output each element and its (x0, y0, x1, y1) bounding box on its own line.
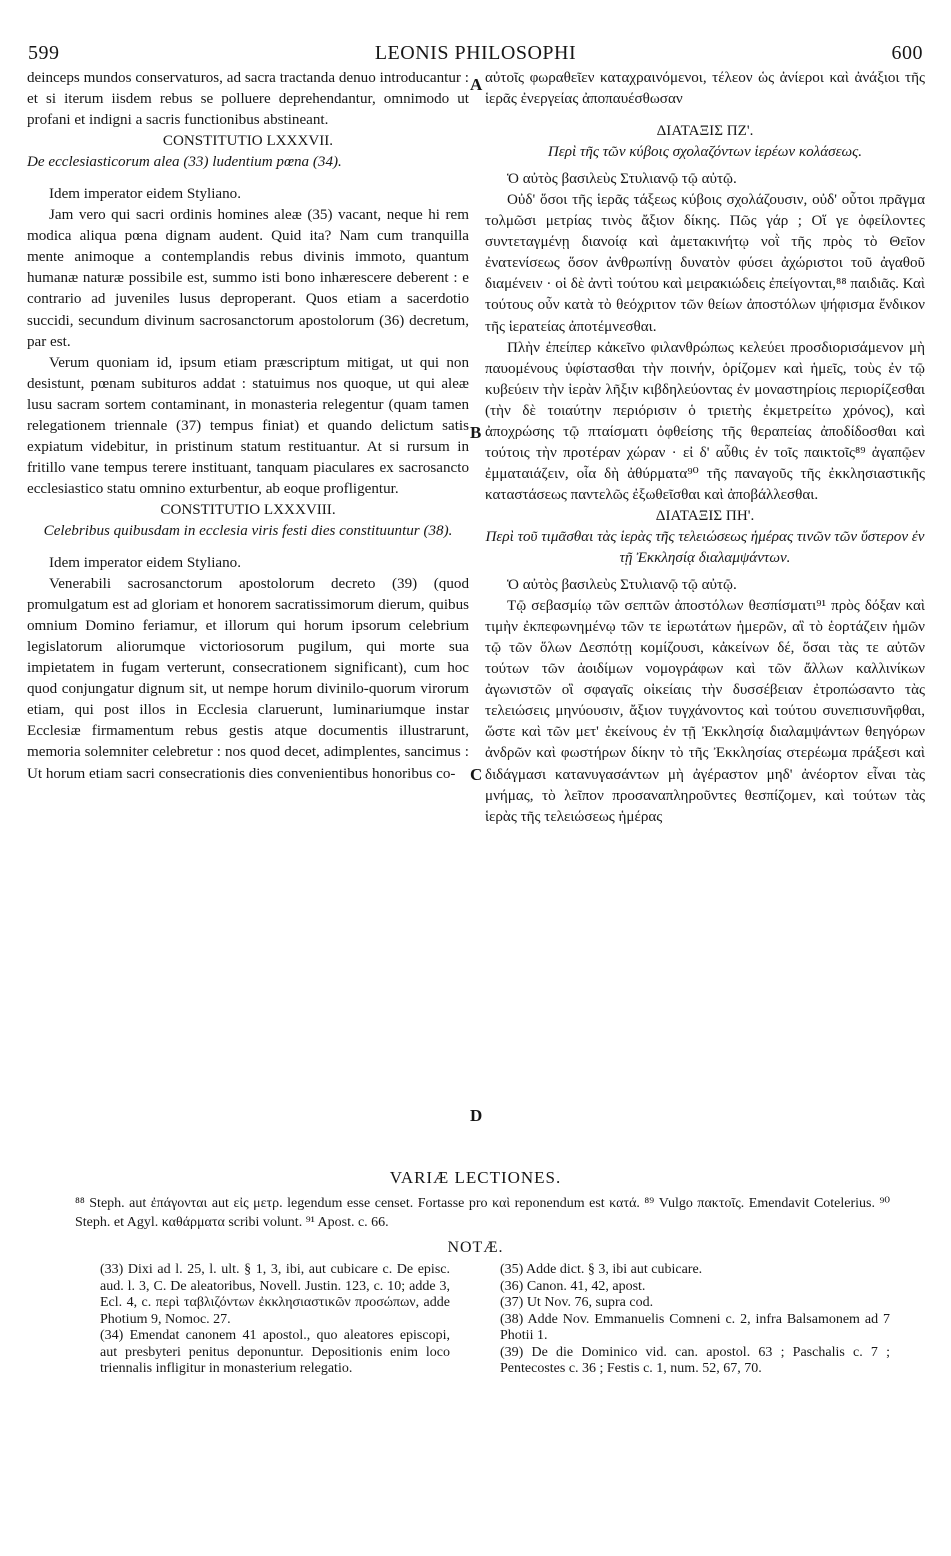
diataxis-88-address: Ὁ αὐτὸς βασιλεὺς Στυλιανῷ τῷ αὐτῷ. (507, 577, 737, 594)
constitution-87-paragraph-2: Verum quoniam id, ipsum etiam præscriptum mitigat, ut qui non desistunt, pœnam subituros addat : statuimus nos quoque, ut qui aleæ lusu sacram sortem contaminant, in monasteria relegentur (quam tamen relegationem triennale (37) tempus finiat) et quando delictum satis expiatum videbitur, in pristinum statum restituantur. At si rursum in fritillo vane tempus terere instituant, tanquam piaculares ex sacrosancto ecclesiastico statu omnino exturbentur, ab eoque profligentur. (27, 354, 469, 497)
note-33: (33) Dixi ad l. 25, l. ult. § 1, 3, ibi, aut cubicare c. De episc. aud. l. 3, C. De aleatoribus, Novell. Justin. 123, c. 10; adde 3, Ecl. 4, c. περὶ ταβλιζόντων ἐκκλησιαστικῶν προσώπων, adde Photium 9, Nomoc. 27. (100, 1262, 450, 1327)
note-38: (38) Adde Nov. Emmanuelis Comneni c. 2, infra Balsamonem ad 7 Photii 1. (500, 1311, 890, 1343)
greek-column (485, 68, 925, 828)
margin-mark-d: D (470, 1106, 483, 1125)
constitution-88-title: CONSTITUTIO LXXXVIII. (160, 501, 336, 518)
note-34: (34) Emendat canonem 41 apostol., quo aleatores episcopi, aut presbyteri penitus deponuntur. Depositionis enim loco triennalis infligitur in monasterium relegatio. (100, 1328, 450, 1376)
margin-mark-c: C (470, 765, 483, 784)
note-39: (39) De die Dominico vid. can. apostol. 63 ; Paschalis c. 7 ; Pentecostes c. 36 ; Festis c. 1, num. 52, 67, 70. (500, 1344, 890, 1376)
diataxis-87-paragraph-1: Οὐδ' ὅσοι τῆς ἱερᾶς τάξεως κύβοις σχολάζουσιν, οὐδ' οὗτοι πρᾶγμα τολμῶσι μετρίας τινὸς ἄξιον δίκης. Πῶς γάρ ; Οἵ γε ὀφείλοντες συντεταγμένῃ διανοίᾳ καὶ ἀμετακινήτῳ νοῒ τῆς πρὸς τὸ Θεῖον ἐνατενίσεως ὅσον ἀνθρωπίνῃ δυνατὸν φύσει ἀχώριστοι τοῦ ἀγαθοῦ διαμένειν · οἱ δὲ ἀντὶ τούτου καὶ μειρακιώδεις ἐπείγονται,⁸⁸ παιδιᾶς. Καὶ τούτους οὖν κατὰ τὸ θεόχριτον τῶν θείων ἀποστόλων ψήφισμα ἔνδικον τῆς ἱερατείας ἀποτέμνεσθαι. (485, 192, 925, 335)
diataxis-87-paragraph-2: Πλὴν ἐπείπερ κἀκεῖνο φιλανθρώπως κελεύει προσδιορισάμενον μὴ παυομένους ὑφίστασθαι τὴν ποινήν, ὁρίζομεν καὶ ἡμεῖς, τοὺς ἐν τῷ κυβεύειν τὴν ἱερὰν λῆξιν κιβδηλεύοντας ἐν μοναστηρίοις περιορίζεσθαι (τὴν δὲ τοιαύτην περιόρισιν ὁ τριετὴς ἐκμετρείτω χρόνος), καὶ ἀποχρώσης τῷ πταίσματι ὀφθείσης τῆς θεραπείας ἀποδίδοσθαι καὶ τούτοις τὴν προτέραν χώραν · εἰ δ' αὖθις ἐν τοῖς παικτοῖς⁸⁹ ἀγαπῷεν ἐμματαιάζειν, οἷα δὴ ἀθύρματα⁹⁰ τῆς παναγοῦς τῆς ἐκκλησιαστικῆς καταστάσεως παντελῶς ἐξωθεῖσθαι καὶ ἀποβάλλεσθαι. (485, 339, 925, 503)
variae-lectiones (75, 1194, 890, 1232)
constitution-87-paragraph-1: Jam vero qui sacri ordinis homines aleæ (35) vacant, neque hi rem modica aliqua pœna dignam audent. Quid ita? Nam cum tranquilla mente animoque a contemplandis rebus divinis immoto, quantum humanæ naturæ possibile est, summo isti bono inhærescere deberent : e contrario ad juveniles lusus deproperant. Quos etiam a sacerdotio succidi, secundum divinum sacrosanctorum apostolorum (36) decretum, par est. (27, 207, 469, 350)
margin-mark-a: A (470, 75, 483, 94)
variae-lectiones-text: ⁸⁸ Steph. aut ἐπάγονται aut εἰς μετρ. legendum esse censet. Fortasse pro καὶ reponendum est κατά. ⁸⁹ Vulgo πακτοῖς. Emendavit Cotelerius. ⁹⁰ Steph. et Agyl. καθάρματα scribi volunt. ⁹¹ Apost. c. 66. (75, 1196, 890, 1230)
diataxis-87-address: Ὁ αὐτὸς βασιλεὺς Στυλιανῷ τῷ αὐτῷ. (507, 171, 737, 188)
page-number-left: 599 (28, 42, 60, 64)
diataxis-88-title: ΔΙΑΤΑΞΙΣ ΠΗ'. (655, 507, 755, 524)
variae-lectiones-title: VARIÆ LECTIONES. (389, 1168, 562, 1187)
greek-continuation: αὐτοῖς φωραθεῖεν καταχραινόμενοι, τέλεον ὡς ἀνίεροι καὶ ἀνάξιοι τῆς ἱερᾶς ἐνεργείας ἀποπαυέσθωσαν (485, 70, 925, 108)
notes-right-column (500, 1262, 890, 1378)
constitution-88-address: Idem imperator eidem Styliano. (49, 555, 241, 572)
running-title: LEONIS PHILOSOPHI (374, 42, 577, 64)
note-37: (37) Ut Nov. 76, supra cod. (500, 1295, 654, 1310)
note-36: (36) Canon. 41, 42, apost. (500, 1278, 646, 1294)
constitution-88-subtitle: Celebribus quibusdam in ecclesia viris festi dies constituuntur (38). (43, 522, 453, 539)
notae-title: NOTÆ. (447, 1239, 504, 1256)
latin-continuation: deinceps mundos conservaturos, ad sacra tractanda denuo introducantur : et si iterum iisdem rebus se polluere deprehendantur, omnimodo ut profani et indigni a sacris functionibus abstineant. (27, 70, 469, 129)
running-header (28, 42, 923, 68)
latin-column (27, 68, 469, 785)
diataxis-88-paragraph-1: Τῷ σεβασμίῳ τῶν σεπτῶν ἀποστόλων θεσπίσματι⁹¹ πρὸς δόξαν καὶ τιμὴν ἐκπεφωνημένῳ τῶν τε ἱερωτάτων ἡμερῶν, αἳ τὸ ἑορτάζειν ἡμῶν τῷ τῶν ὅλων Δεσπότῃ κομίζουσι, κἀκείνων δέ, ὅσαι τὰς τε αὐτῶν τούτων τῶν ἀοιδίμων νομογράφων καὶ τῶν ἄλλων καλλινίκων ἀγωνιστῶν οἳ σφαγαῖς οἰκείαις τὴν δυσσέβειαν ἐτροπώσαντο τὰς τελειώσεις μηνύουσιν, ἄξιον τυγχάνοντος καὶ τούτου συνεπισυνῆφθαι, ὥστε καὶ τῶν μετ' ἐκείνους ἐν τῇ Ἐκκλησίᾳ διαλαμψάντων θεηγόρων ἀνδρῶν καὶ φωστήρων δίκην τὸ τῆς Ἐκκλησίας στερέωμα πράξεσι καὶ διδάγμασι κατανυγασάντων μὴ ἀγέραστον μηδ' ἀνέορτον εἶναι τὰς μνήμας, τὸ λεῖπον προσαναπληροῦντες θεσπίζομεν, καὶ τούτων τὰς ἱερὰς τῆς τελειώσεως ἡμέρας (485, 598, 925, 825)
constitution-87-title: CONSTITUTIO LXXXVII. (162, 133, 334, 150)
note-35: (35) Adde dict. § 3, ibi aut cubicare. (500, 1262, 703, 1277)
page-number-right: 600 (891, 42, 923, 64)
diataxis-87-subtitle: Περὶ τῆς τῶν κύβοις σχολαζόντων ἱερέων κολάσεως. (547, 144, 863, 161)
constitution-87-address: Idem imperator eidem Styliano. (49, 186, 241, 203)
margin-mark-b: B (470, 423, 482, 442)
diataxis-88-subtitle: Περὶ τοῦ τιμᾶσθαι τὰς ἱερὰς τῆς τελειώσεως ἡμέρας τινῶν τῶν ὕστερον ἐν τῇ Ἐκκλησίᾳ διαλαμψάντων. (485, 528, 925, 567)
constitution-87-subtitle: De ecclesiasticorum alea (33) ludentium pœna (34). (27, 154, 342, 171)
notes-left-column (100, 1262, 450, 1378)
constitution-88-paragraph-1: Venerabili sacrosanctorum apostolorum decreto (39) (quod promulgatum est ad gloriam et honorem sacratissimorum dierum, quibus omnium Domino feriamur, et illorum qui horum ipsorum celebrium legislatorum aliorumque victoriosorum pugilum, qui morte sua impietatem in fugam verterunt, consecrationem significant), cum hoc quod conjungatur dignum sit, ut nempe horum divinilo-quorum virorum etiam, qui post illos in Ecclesia claruerunt, luminariumque instar Ecclesiæ firmamentum rebus gestis atque documentis illustrarunt, memoria solemniter celebretur : nos quod decet, adimplentes, sancimus : Ut horum etiam sacri consecrationis dies convenientibus honoribus co- (27, 576, 469, 782)
diataxis-87-title: ΔΙΑΤΑΞΙΣ ΠΖ'. (656, 123, 754, 140)
